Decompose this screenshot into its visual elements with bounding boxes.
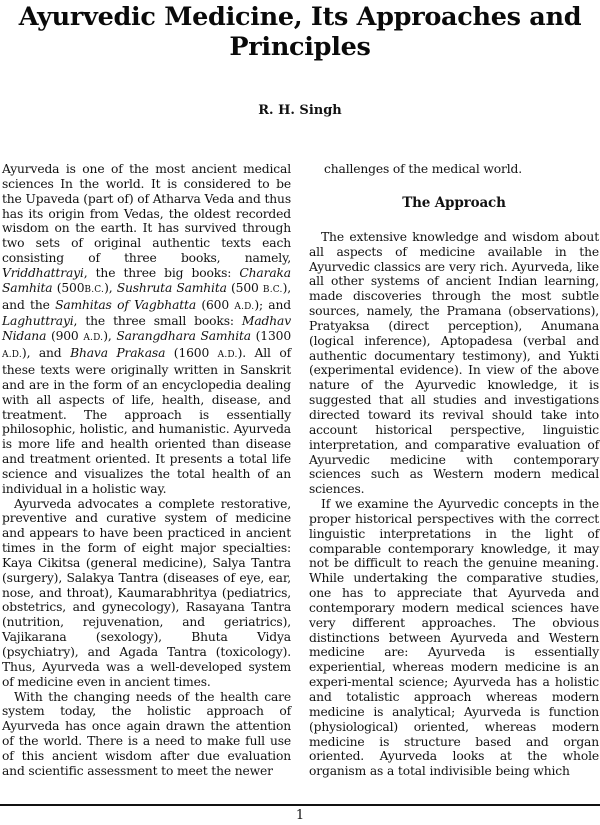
text-run: ), and	[21, 346, 71, 361]
specialties-paragraph: Ayurveda advocates a complete restorative, preventive and curative system of medicine and appears to have been practiced in ancient times in the form of eight major specialties: Kaya Cikitsa (general medicine), Salya Tantra (surgery), Salakya Tantra (diseases of eye, ear, nose, and throat), Kaumarabhritya (pediatrics, obstetrics, and gynecology), Rasayana Tantra (nutrition, rejuvenation, and geriatrics), Vajikarana (sexology), Bhuta Vidya (psychiatry), and Agada Tantra (toxicology). Thus, Ayurveda was a well-developed system of medicine even in ancient times.	[2, 496, 291, 689]
text-run: ); and	[254, 297, 291, 312]
approach-paragraph: The extensive knowledge and wisdom about all aspects of medicine available in the Ayurvedic classics are very rich. Ayurveda, like all other systems of ancient Indian learning, made discoveries through the most subtle sources, namely, the Pramana (observations), Pratyaksa (direct perception), Anumana (logical inference), Aptopadesa (verbal and authentic documentary testimony), and Yukti (experimental evidence). In view of the above nature of the Ayurvedic knowledge, it is suggested that all studies and investigations directed toward its revival should take into account historical perspective, linguistic interpretation, and comparative evaluation of Ayurvedic medicine with contemporary sciences such as Western modern medical sciences.	[309, 229, 599, 497]
continuation-line: challenges of the medical world.	[324, 162, 523, 176]
text-run: (1600	[165, 346, 218, 361]
text-run: ). All of these texts were originally written in Sanskrit and are in the form of an encyclopedia dealing with all aspects of life, health, disease, and treatment. The approach is essentially philosophic, holistic, and humanistic. Ayurveda is more life and health oriented than disease and treatment oriented. It presents a total life science and visualizes the total health of an individual in a holistic way.	[2, 346, 291, 496]
text-run: (600	[196, 297, 235, 312]
text-run: (500	[52, 280, 85, 295]
text-run: ),	[103, 329, 117, 344]
term-laghuttrayi: Laghuttrayi	[2, 314, 74, 329]
left-column	[2, 162, 291, 779]
intro-paragraph	[2, 162, 291, 497]
section-heading: The Approach	[402, 194, 506, 211]
book-title: Madhav Nidana	[2, 314, 291, 344]
book-title: Charaka Samhita	[2, 265, 291, 295]
text-run: ), and the	[2, 280, 292, 312]
text-run: ),	[104, 280, 117, 295]
text-run: , the three big books:	[83, 265, 240, 280]
era-label: A.D.	[83, 333, 104, 344]
era-label: B.C.	[262, 284, 283, 295]
era-label: B.C.	[84, 284, 105, 295]
modern-needs-paragraph: With the changing needs of the health care system today, the holistic approach of Ayurveda has once again drawn the attention of the world. There is a need to make full use of this ancient wisdom after due evaluation and scientific assessment to meet the newer	[2, 689, 291, 778]
book-title: Samhitas of Vagbhatta	[55, 297, 197, 312]
text-run: (500	[226, 280, 263, 295]
text-run: , the three small books:	[73, 314, 242, 329]
era-label: A.D.	[2, 350, 22, 361]
term-vriddhattrayi: Vriddhattrayi	[2, 265, 84, 280]
right-column	[309, 162, 599, 779]
book-title: Sarangdhara Samhita	[116, 329, 251, 344]
text-run: (1300	[250, 329, 292, 344]
page-number: 1	[295, 808, 305, 823]
footer-rule	[0, 804, 600, 806]
book-title: Sushruta Samhita	[116, 280, 227, 295]
era-label: A.D.	[217, 350, 238, 361]
article-title: Ayurvedic Medicine, Its Approaches and Principles	[18, 2, 582, 62]
comparison-paragraph: If we examine the Ayurvedic concepts in the proper historical perspectives with the correct linguistic interpretations in the light of comparable contemporary knowledge, it may not be difficult to reach the genuine meaning. While undertaking the comparative studies, one has to appreciate that Ayurveda and contemporary modern medical sciences have very different approaches. The obvious distinctions between Ayurveda and Western medicine are: Ayurveda is essentially experiential, whereas modern medicine is an experi-mental science; Ayurveda has a holistic and totalistic approach whereas modern medicine is analytical; Ayurveda is function (physiological) oriented, whereas modern medicine is structure based and organ oriented. Ayurveda looks at the whole organism as a total indivisible being which	[309, 497, 599, 779]
text-run: (900	[46, 329, 84, 344]
text-run: Ayurveda is one of the most ancient medical sciences In the world. It is considered to be the Upaveda (part of) of Atharva Veda and thus has its origin from Vedas, the oldest recorded wisdom on the earth. It has survived through two sets of original authentic texts each consisting of three books, namely,	[2, 162, 291, 266]
era-label: A.D.	[234, 301, 255, 312]
article-author: R. H. Singh	[258, 103, 342, 118]
book-title: Bhava Prakasa	[70, 346, 166, 361]
